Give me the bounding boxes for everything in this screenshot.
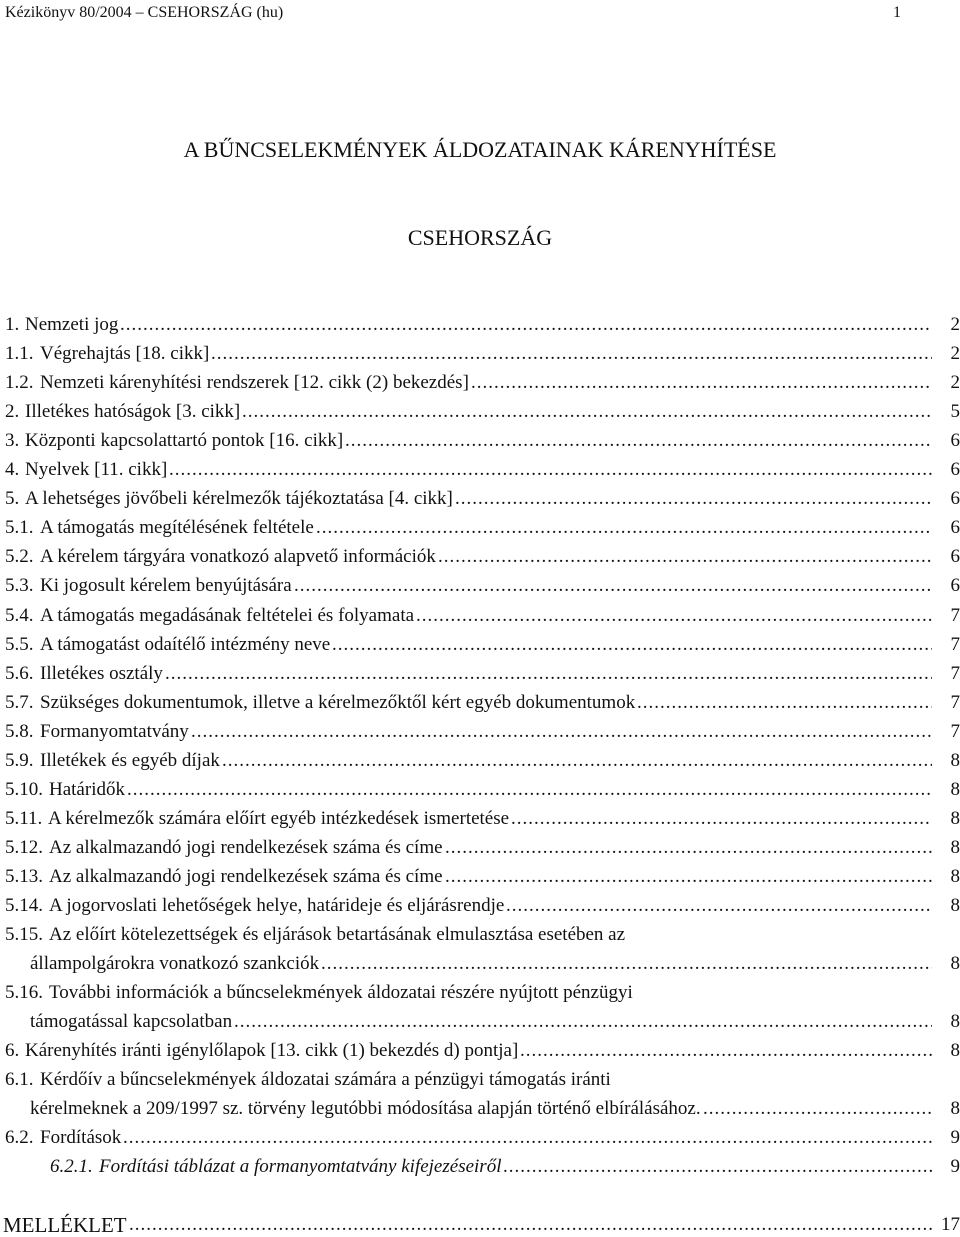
toc-leader-dots xyxy=(637,691,932,715)
toc-leader-dots xyxy=(294,574,932,598)
page-header: Kézikönyv 80/2004 – CSEHORSZÁG (hu) xyxy=(5,4,284,21)
toc-entry-number: 1. xyxy=(5,314,20,335)
toc-entry-number: 5.15. xyxy=(5,924,43,946)
toc-leader-dots xyxy=(438,545,932,569)
toc-entry-page: 8 xyxy=(950,1040,960,1062)
toc-entry[interactable] xyxy=(0,516,960,540)
toc-entry[interactable] xyxy=(0,604,960,628)
toc-entry-text: A kérelem tárgyára vonatkozó alapvető információk xyxy=(40,546,436,568)
toc-entry-number: 5.16. xyxy=(5,982,43,1004)
toc-entry[interactable] xyxy=(0,778,960,802)
toc-entry-number: 1.2. xyxy=(5,372,34,394)
toc-entry-number: 6.1. xyxy=(5,1069,34,1091)
toc-leader-dots xyxy=(191,720,932,744)
toc-entry-number: 5.10. xyxy=(5,778,43,800)
header-page-number: 1 xyxy=(893,4,901,21)
toc-leader-dots xyxy=(445,865,932,889)
toc-entry-text: Az alkalmazandó jogi rendelkezések száma és címe xyxy=(49,836,443,858)
toc-leader-dots xyxy=(211,342,932,366)
toc-entry[interactable] xyxy=(0,865,960,889)
toc-leader-dots xyxy=(234,1010,932,1034)
toc-entry-number: 4. xyxy=(5,459,20,481)
toc-entry-page: 8 xyxy=(950,836,960,858)
toc-entry-number: 6. xyxy=(5,1040,20,1062)
toc-entry-page: 6 xyxy=(950,488,960,510)
toc-leader-dots xyxy=(511,807,932,831)
toc-entry-continuation: kérelmeknek a 209/1997 sz. törvény legutóbbi módosítása alapján történő elbírálásához. xyxy=(30,1098,701,1120)
toc-entry-number: 5.14. xyxy=(5,895,43,916)
toc-leader-dots xyxy=(120,313,932,337)
toc-leader-dots xyxy=(321,952,932,976)
toc-entry-continuation: állampolgárokra vonatkozó szankciók xyxy=(30,953,320,975)
toc-entry-number: 5.3. xyxy=(5,575,34,597)
toc-entry[interactable] xyxy=(0,662,960,686)
toc-entry-page: 17 xyxy=(941,1214,960,1235)
toc-entry[interactable] xyxy=(0,633,960,657)
toc-entry-text: Központi kapcsolattartó pontok [16. cikk] xyxy=(25,430,344,452)
toc-entry-text: Nyelvek [11. cikk] xyxy=(25,459,168,481)
toc-leader-dots xyxy=(169,458,932,482)
toc-entry-number: 5.13. xyxy=(5,865,43,887)
toc-entry-page: 6 xyxy=(950,459,960,481)
toc-entry-page: 8 xyxy=(950,778,960,800)
toc-entry-page: 7 xyxy=(950,720,960,742)
toc-leader-dots xyxy=(703,1097,932,1121)
toc-entry-page: 8 xyxy=(950,895,960,916)
toc-entry-number: 5.12. xyxy=(5,836,43,858)
toc-entry-first-line[interactable] xyxy=(0,981,960,1005)
toc-entry-text: A támogatást odaítélő intézmény neve xyxy=(40,633,331,655)
toc-entry-text: Nemzeti kárenyhítési rendszerek [12. cikk (2) bekezdés] xyxy=(40,372,469,394)
toc-leader-dots xyxy=(332,633,932,657)
toc-entry-text: Nemzeti jog xyxy=(25,314,119,335)
toc-entry[interactable] xyxy=(0,487,960,511)
toc-entry-number: 3. xyxy=(5,430,20,452)
toc-entry[interactable] xyxy=(0,807,960,831)
toc-leader-dots xyxy=(345,429,932,453)
toc-entry-number: 5.7. xyxy=(5,691,34,713)
toc-entry-text: Formanyomtatvány xyxy=(40,720,189,742)
toc-entry-number: 5. xyxy=(5,488,20,510)
toc-entry-number: 5.11. xyxy=(5,807,43,829)
toc-leader-dots xyxy=(127,778,932,802)
toc-entry[interactable] xyxy=(0,342,960,366)
toc-entry[interactable] xyxy=(0,400,960,424)
toc-leader-dots xyxy=(129,1213,932,1237)
toc-entry-text: Illetékes hatóságok [3. cikk] xyxy=(25,401,241,423)
toc-entry-text: Ki jogosult kérelem benyújtására xyxy=(40,575,292,597)
toc-entry-text: Szükséges dokumentumok, illetve a kérelmezőktől kért egyéb dokumentumok xyxy=(40,691,636,713)
toc-entry-text: Fordítások xyxy=(40,1127,122,1149)
toc-leader-dots xyxy=(471,371,932,395)
toc-entry-page: 6 xyxy=(950,517,960,539)
toc-entry-page: 7 xyxy=(950,691,960,713)
toc-entry-annex[interactable] xyxy=(0,1213,960,1237)
toc-entry-page: 2 xyxy=(950,372,960,394)
toc-entry-last-line[interactable] xyxy=(0,1097,960,1121)
toc-entry-text: Határidők xyxy=(49,778,125,800)
toc-leader-dots xyxy=(520,1039,932,1063)
toc-entry-number: 2. xyxy=(5,401,20,423)
toc-entry-text: Az előírt kötelezettségek és eljárások betartásának elmulasztása esetében az xyxy=(49,924,626,946)
toc-entry-text: Illetékek és egyéb díjak xyxy=(40,749,220,771)
toc-entry[interactable] xyxy=(0,720,960,744)
toc-entry-text: A lehetséges jövőbeli kérelmezők tájékoztatása [4. cikk] xyxy=(25,488,453,510)
toc-entry-text: A támogatás megítélésének feltétele xyxy=(40,517,314,539)
toc-entry[interactable] xyxy=(0,894,960,918)
toc-entry-number: 5.8. xyxy=(5,720,34,742)
toc-entry-text: Végrehajtás [18. cikk] xyxy=(40,343,210,365)
toc-entry[interactable] xyxy=(0,1039,960,1063)
toc-entry[interactable] xyxy=(0,371,960,395)
toc-entry[interactable] xyxy=(0,313,960,337)
toc-entry-page: 2 xyxy=(950,343,960,365)
toc-entry-page: 7 xyxy=(950,662,960,684)
toc-entry-page: 2 xyxy=(950,314,960,335)
toc-entry-first-line[interactable] xyxy=(0,1068,960,1092)
toc-entry[interactable] xyxy=(0,429,960,453)
document-title: A BŰNCSELEKMÉNYEK ÁLDOZATAINAK KÁRENYHÍTÉSE xyxy=(183,137,777,162)
toc-entry[interactable] xyxy=(0,574,960,598)
toc-entry-page: 7 xyxy=(950,633,960,655)
toc-leader-dots xyxy=(503,1155,932,1179)
toc-entry-number: 5.2. xyxy=(5,546,34,568)
toc-entry-text: Kárenyhítés iránti igénylőlapok [13. cikk (1) bekezdés d) pontja] xyxy=(25,1040,519,1062)
toc-leader-dots xyxy=(445,836,932,860)
toc-entry-page: 8 xyxy=(950,953,960,975)
toc-entry[interactable] xyxy=(0,836,960,860)
toc-leader-dots xyxy=(242,400,932,424)
toc-entry-text: Az alkalmazandó jogi rendelkezések száma és címe xyxy=(49,865,443,887)
toc-entry-text: A jogorvoslati lehetőségek helye, határideje és eljárásrendje xyxy=(49,895,505,916)
toc-entry-number: 5.9. xyxy=(5,749,34,771)
toc-entry-page: 5 xyxy=(950,401,960,423)
toc-entry-text: További információk a bűncselekmények áldozatai részére nyújtott pénzügyi xyxy=(49,982,633,1004)
toc-leader-dots xyxy=(316,516,932,540)
toc-entry[interactable] xyxy=(0,749,960,773)
toc-entry-page: 8 xyxy=(950,807,960,829)
toc-leader-dots xyxy=(222,749,932,773)
toc-entry-continuation: támogatással kapcsolatban xyxy=(30,1011,233,1033)
toc-entry[interactable] xyxy=(0,1155,960,1179)
country-heading: CSEHORSZÁG xyxy=(407,225,553,250)
toc-entry-number: 1.1. xyxy=(5,343,34,365)
toc-entry-number: 6.2.1. xyxy=(50,1156,93,1178)
toc-entry-number: 6.2. xyxy=(5,1127,34,1149)
toc-entry-page: 6 xyxy=(950,575,960,597)
toc-entry-text: A kérelmezők számára előírt egyéb intézkedések ismertetése xyxy=(48,807,510,829)
toc-entry-page: 7 xyxy=(950,604,960,626)
toc-entry-number: 5.1. xyxy=(5,517,34,539)
toc-entry-text: Kérdőív a bűncselekmények áldozatai számára a pénzügyi támogatás iránti xyxy=(40,1069,611,1091)
toc-entry-page: 9 xyxy=(950,1127,960,1149)
toc-entry[interactable] xyxy=(0,545,960,569)
toc-entry-first-line[interactable] xyxy=(0,923,960,947)
toc-entry-page: 8 xyxy=(950,1098,960,1120)
toc-entry[interactable] xyxy=(0,1126,960,1150)
toc-leader-dots xyxy=(506,894,932,918)
toc-entry-page: 9 xyxy=(950,1156,960,1178)
toc-entry[interactable] xyxy=(0,691,960,715)
toc-entry-last-line[interactable] xyxy=(0,1010,960,1034)
toc-entry-page: 6 xyxy=(950,546,960,568)
toc-entry-text: MELLÉKLET xyxy=(3,1213,127,1237)
toc-entry-page: 8 xyxy=(950,749,960,771)
toc-entry-number: 5.5. xyxy=(5,633,34,655)
toc-leader-dots xyxy=(165,662,932,686)
toc-leader-dots xyxy=(455,487,932,511)
toc-entry-text: Fordítási táblázat a formanyomtatvány kifejezéseiről xyxy=(99,1156,502,1178)
toc-entry-number: 5.6. xyxy=(5,662,34,684)
toc-entry-last-line[interactable] xyxy=(0,952,960,976)
toc-entry-page: 8 xyxy=(950,1011,960,1033)
toc-leader-dots xyxy=(123,1126,932,1150)
toc-entry-text: A támogatás megadásának feltételei és folyamata xyxy=(40,604,415,626)
toc-entry-page: 6 xyxy=(950,430,960,452)
toc-entry-number: 5.4. xyxy=(5,604,34,626)
toc-leader-dots xyxy=(416,604,932,628)
toc-entry-page: 8 xyxy=(950,865,960,887)
toc-entry-text: Illetékes osztály xyxy=(40,662,163,684)
toc-entry[interactable] xyxy=(0,458,960,482)
